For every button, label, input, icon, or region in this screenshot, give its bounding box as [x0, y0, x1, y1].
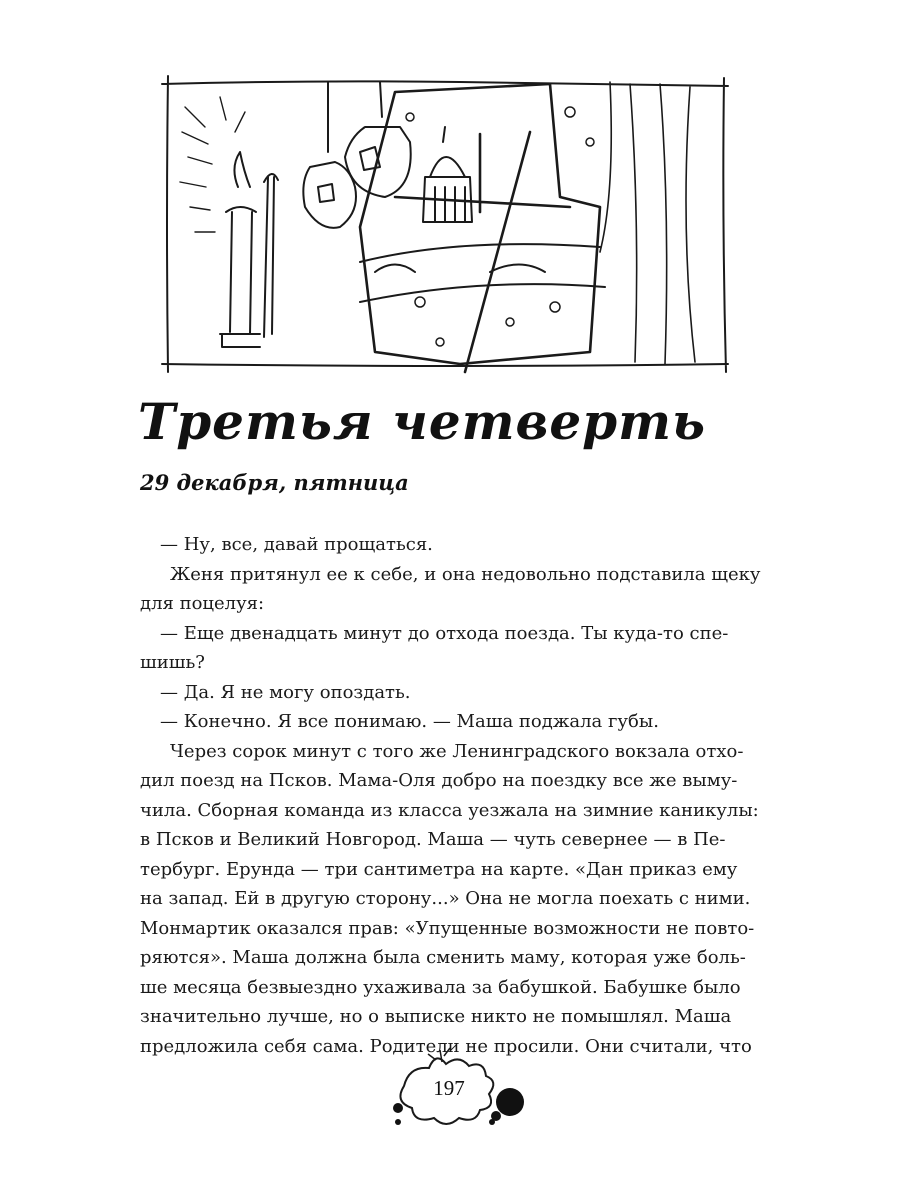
paragraph-line: — Еще двенадцать минут до отхода поезда. Ты куда-то спе- [160, 622, 729, 644]
paragraph-line: тербург. Ерунда — три сантиметра на карте. «Дан приказ ему [140, 858, 738, 880]
body-text [140, 530, 776, 1061]
illustration-frame [162, 76, 728, 372]
paragraph-line: — Конечно. Я все понимаю. — Маша поджала губы. [160, 711, 659, 732]
chapter-date: 29 декабря, пятница [140, 470, 409, 495]
paragraph-line: шишь? [140, 652, 205, 673]
lamp-icon [303, 82, 356, 228]
paragraph-line: Монмартик оказался прав: «Упущенные возможности не повто- [140, 917, 755, 939]
paragraph-line: — Ну, все, давай прощаться. [160, 534, 433, 555]
curtain-lines [600, 82, 695, 364]
paragraph-line: — Да. Я не могу опоздать. [160, 681, 411, 703]
paragraph-line: на запад. Ей в другую сторону...» Она не могла поехать с ними. [140, 888, 751, 909]
paragraph-line: для поцелуя: [140, 593, 265, 614]
candle-holder [264, 174, 278, 337]
paragraph-line: предложила себя сама. Родители не просили. Они считали, что [140, 1035, 752, 1057]
chapter-illustration [160, 72, 730, 377]
lamp-icon [345, 82, 411, 197]
chapter-title: Третья четверть [138, 392, 707, 451]
cathedral-icon [423, 127, 472, 222]
paragraph-line: Женя притянул ее к себе, и она недовольно подставила щеку [170, 563, 761, 585]
page-number: 197 [433, 1076, 465, 1100]
paragraph-line: в Псков и Великий Новгород. Маша — чуть севернее — в Пе- [140, 829, 726, 850]
snowflakes [406, 107, 594, 346]
paragraph-line: значительно лучше, но о выписке никто не помышлял. Маша [140, 1006, 732, 1027]
river-bridge [360, 244, 605, 302]
paragraph-line: Через сорок минут с того же Ленинградского вокзала отхо- [170, 740, 744, 762]
paragraph-line: дил поезд на Псков. Мама-Оля добро на поездку все же выму- [140, 770, 738, 791]
paragraph-line: чила. Сборная команда из класса уезжала на зимние каникулы: [140, 799, 759, 821]
candle-icon [220, 152, 260, 347]
paragraph-line: ряются». Маша должна была сменить маму, которая уже боль- [140, 947, 746, 968]
paragraph-line: ше месяца безвыездно ухаживала за бабушкой. Бабушке было [140, 976, 741, 998]
